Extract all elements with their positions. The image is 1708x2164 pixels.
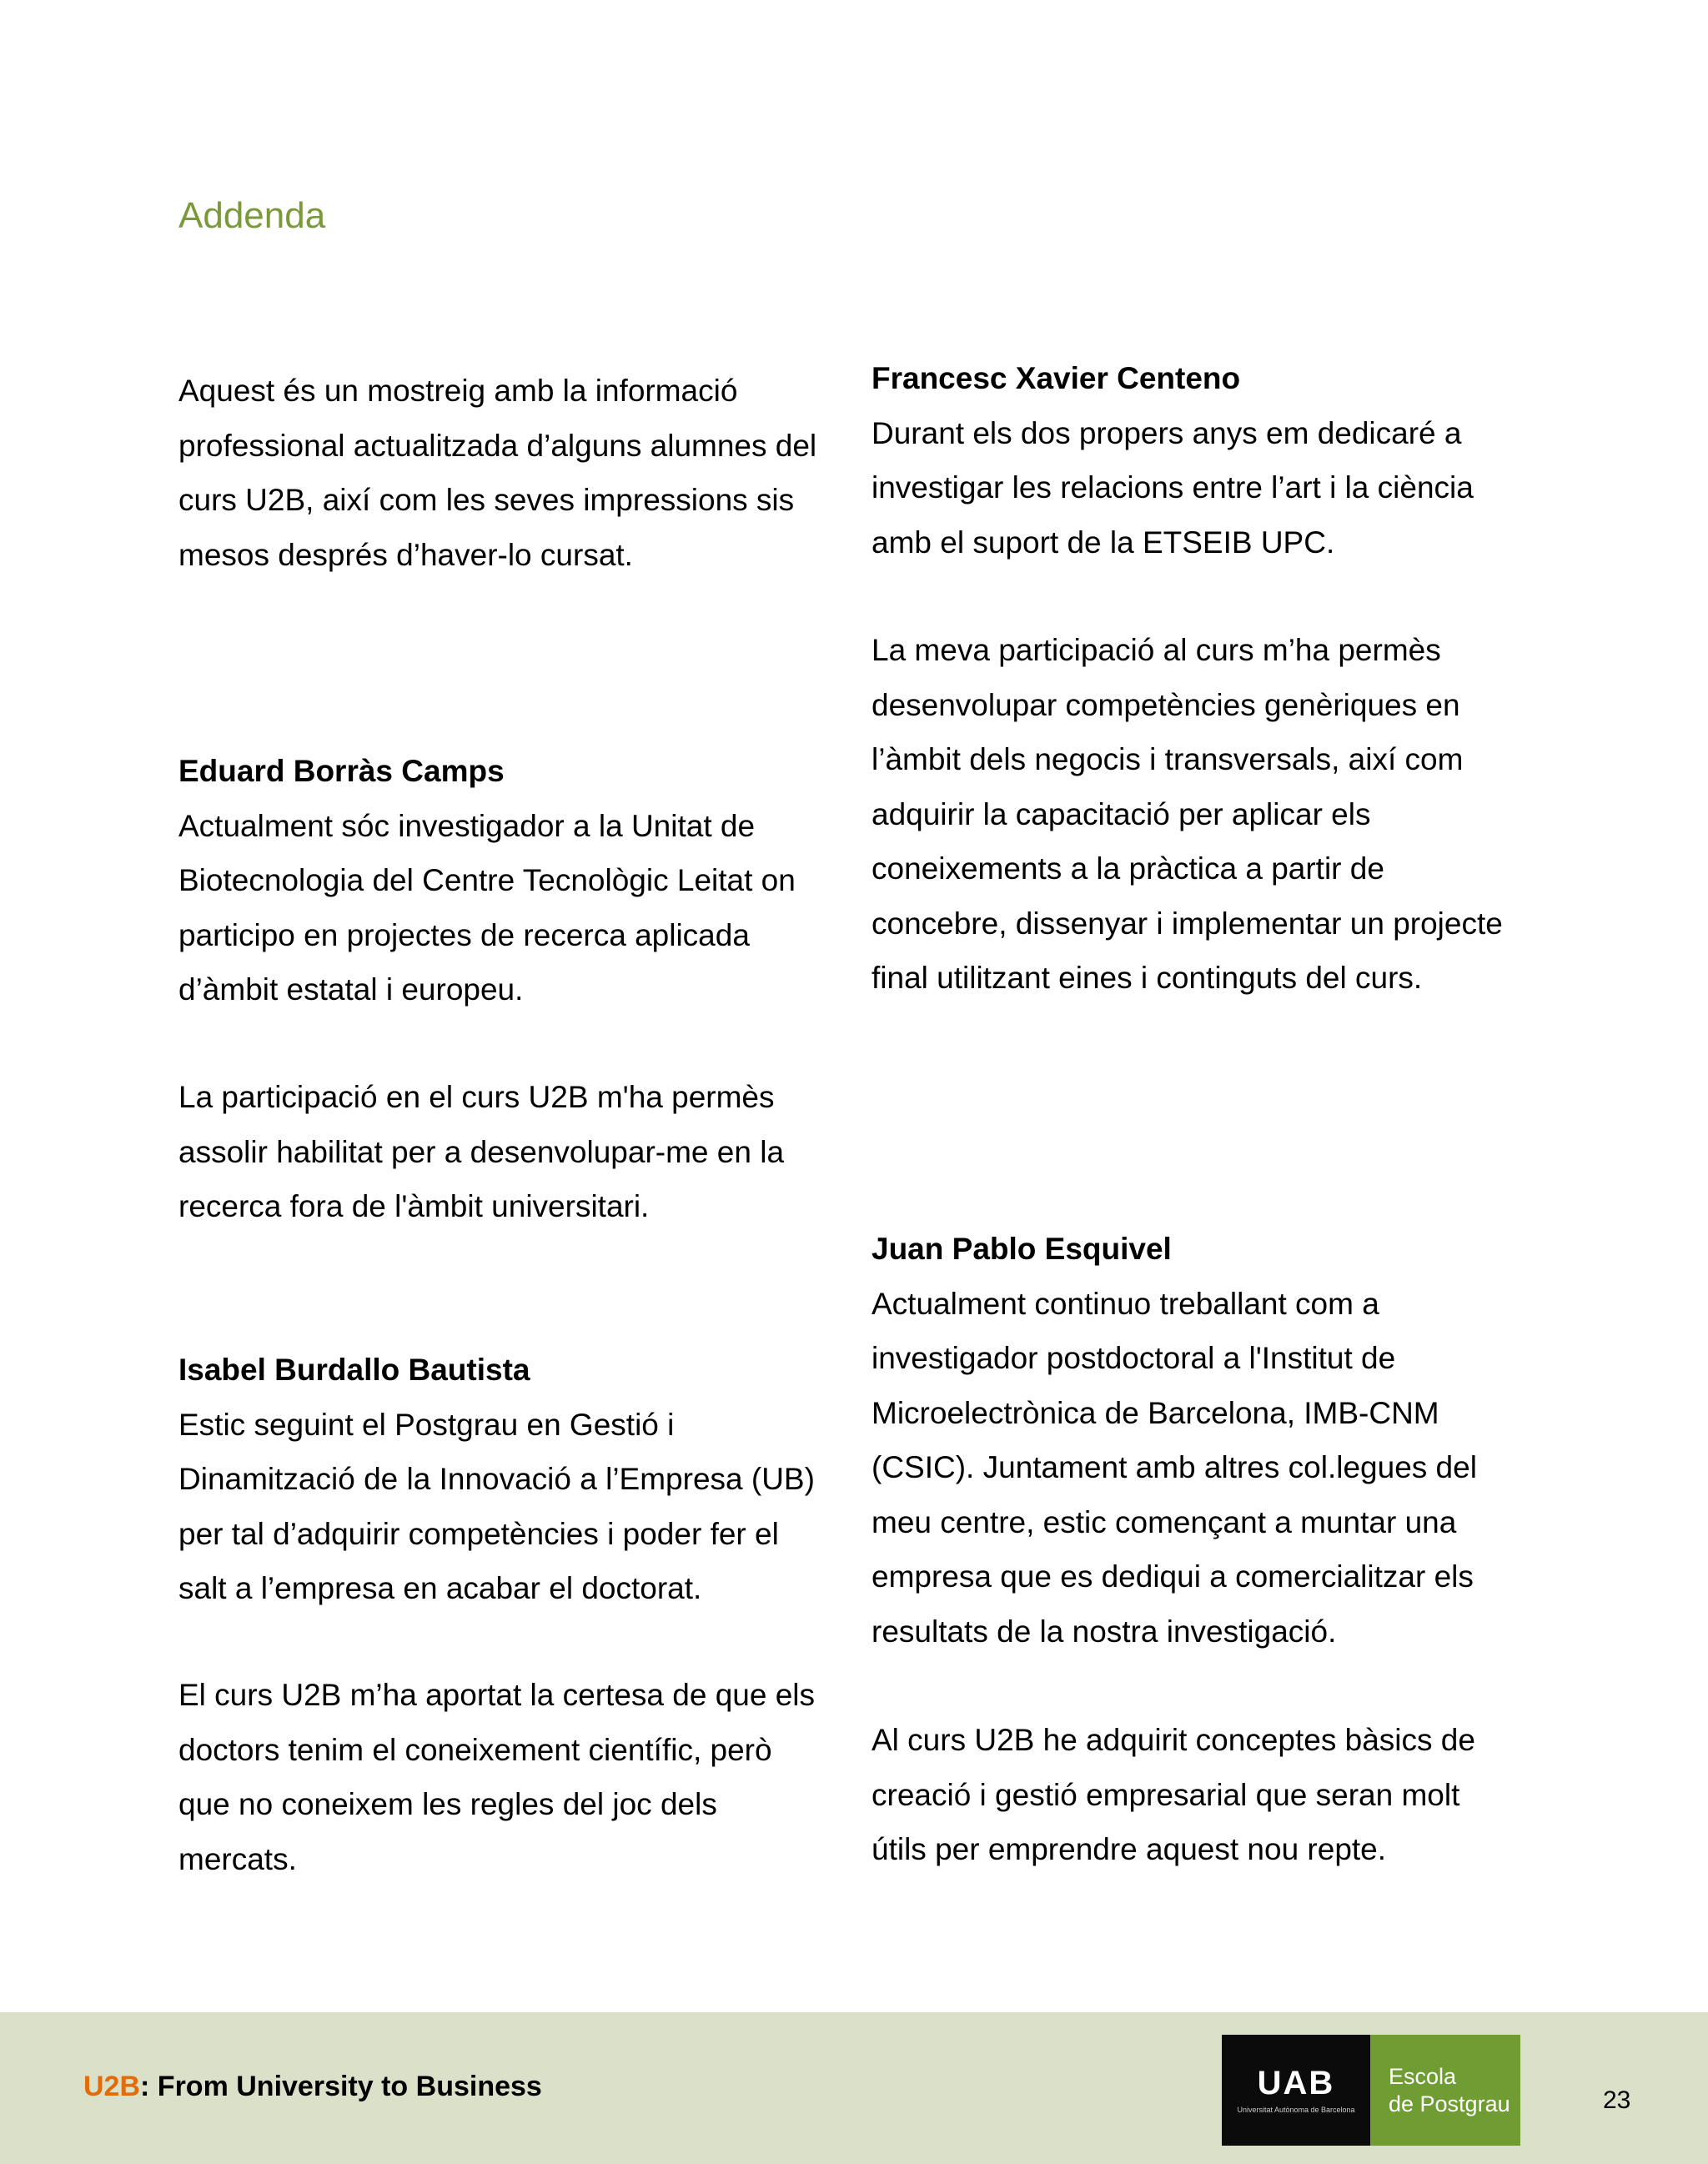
uab-logo-mark	[1222, 2035, 1370, 2146]
footer-tagline	[83, 2071, 542, 2103]
page-title: Addenda	[178, 195, 326, 236]
page-number: 23	[1603, 2086, 1631, 2114]
entry-centeno	[872, 351, 1514, 570]
logo-school-line2: de Postgrau	[1389, 2091, 1510, 2116]
entry-name: Juan Pablo Esquivel	[872, 1232, 1172, 1266]
uab-logo-subtitle: Universitat Autònoma de Barcelona	[1237, 2105, 1355, 2114]
entry-text: Durant els dos propers anys em dedicaré a investigar les relacions entre l’art i la ciència amb el suport de la ETSEIB UPC.	[872, 415, 1474, 560]
logo-school-line1: Escola	[1389, 2063, 1457, 2089]
footer-tagline-text: : From University to Business	[140, 2071, 542, 2102]
entry-impression: La meva participació al curs m’ha permès desenvolupar competències genèriques en l’àmbit dels negocis i transversals, així com adquirir la capacitació per aplicar els coneixements a la pràctica a partir de concebre, dissenyar i implementar un projecte final utilitzant eines i continguts del curs.	[872, 633, 1503, 995]
entry-impression: Al curs U2B he adquirit conceptes bàsics de creació i gestió empresarial que seran molt útils per emprendre aquest nou repte.	[872, 1723, 1475, 1866]
entry-text: Actualment continuo treballant com a investigador postdoctoral a l'Institut de Microelectrònica de Barcelona, IMB-CNM (CSIC). Juntament amb altres col.legues del meu centre, estic començant a muntar una empresa que es dediqui a comercialitzar els resultats de la nostra investigació.	[872, 1286, 1477, 1649]
entry-text: Actualment sóc investigador a la Unitat de Biotecnologia del Centre Tecnològic Leitat on participo en projectes de recerca aplicada d’àmbit estatal i europeu.	[178, 808, 796, 1007]
entry-name: Eduard Borràs Camps	[178, 754, 505, 788]
uab-logo	[1222, 2035, 1520, 2146]
entry-name: Isabel Burdallo Bautista	[178, 1353, 530, 1387]
entry-impression: La participació en el curs U2B m'ha permès assolir habilitat per a desenvolupar-me en la recerca fora de l'àmbit universitari.	[178, 1080, 785, 1223]
entry-text: Estic seguint el Postgrau en Gestió i Dinamització de la Innovació a l’Empresa (UB) per tal d’adquirir competències i poder fer el salt a l’empresa en acabar el doctorat.	[178, 1407, 815, 1605]
escola-postgrau-logo	[1370, 2035, 1520, 2146]
entry-impression: El curs U2B m’ha aportat la certesa de que els doctors tenim el coneixement científic, però que no coneixem les regles del joc dels mercats.	[178, 1678, 815, 1876]
uab-logo-letters: UAB	[1257, 2064, 1335, 2101]
entry-burdallo	[178, 1343, 821, 1616]
intro-paragraph: Aquest és un mostreig amb la informació professional actualitzada d’alguns alumnes del curs U2B, així com les seves impressions sis mesos després d’haver-lo cursat.	[178, 374, 817, 572]
footer-brand: U2B	[83, 2071, 141, 2102]
entry-name: Francesc Xavier Centeno	[872, 361, 1241, 395]
entry-esquivel	[872, 1222, 1514, 1659]
entry-borras	[178, 744, 821, 1017]
